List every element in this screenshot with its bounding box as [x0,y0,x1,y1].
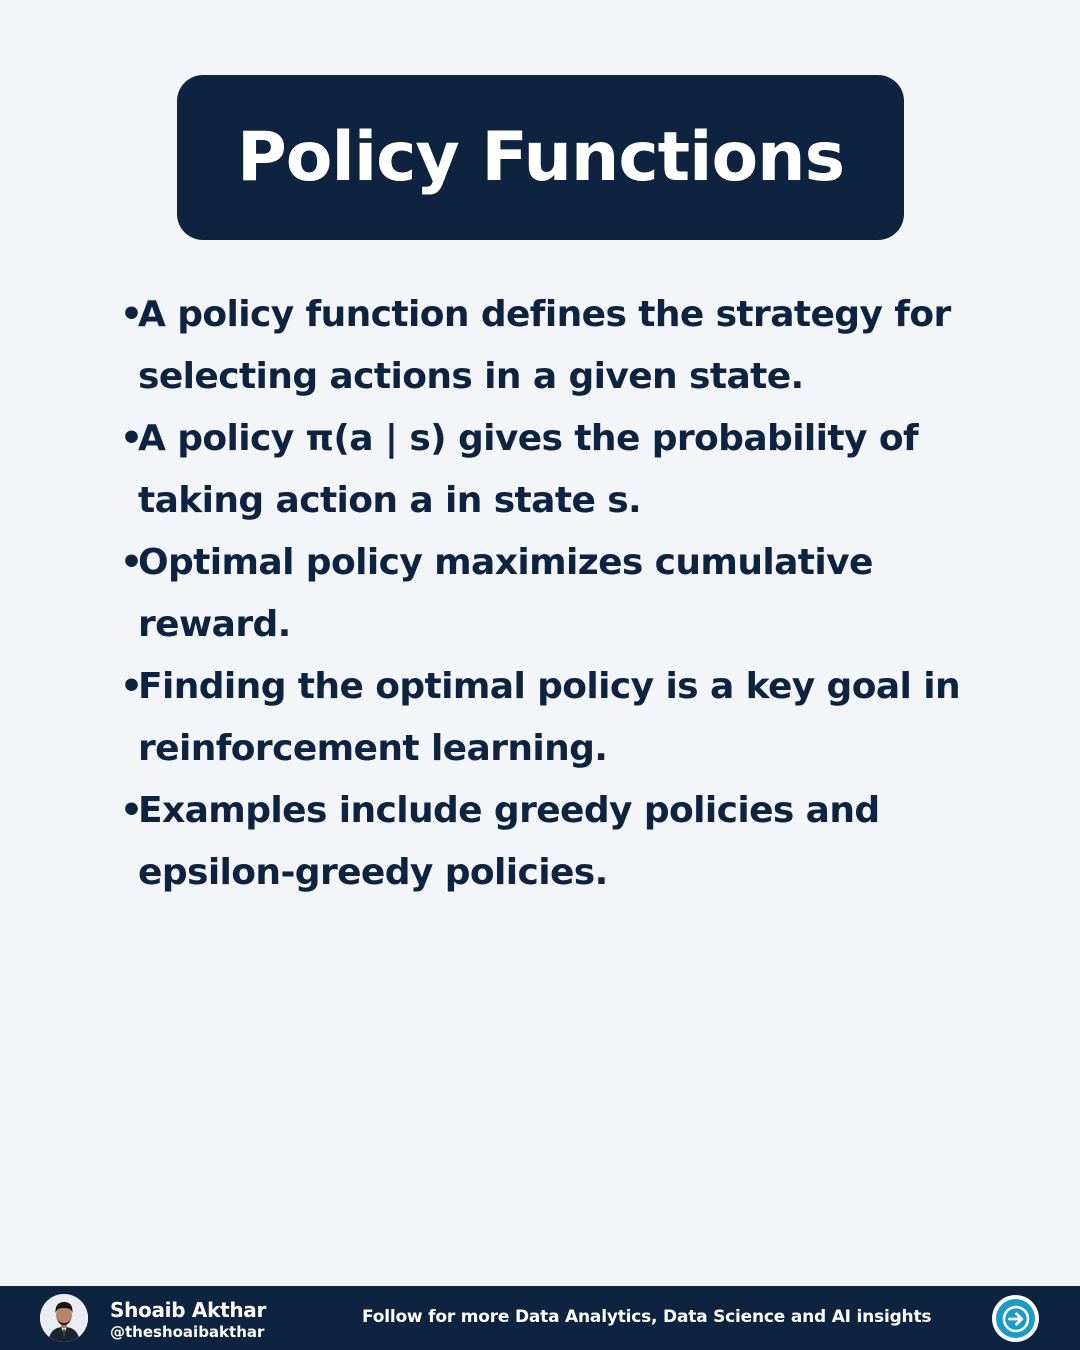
profile-photo-icon [40,1294,88,1342]
list-item [120,656,980,780]
list-item [120,284,980,408]
author-name: Shoaib Akthar [110,1298,267,1322]
arrow-right-circle-icon [1001,1304,1031,1334]
bullet-text: Optimal policy maximizes cumulative reward. [138,542,873,645]
bullet-text: A policy function defines the strategy for selecting actions in a given state. [138,294,951,397]
author-handle[interactable]: @theshoaibakthar [110,1323,265,1341]
bullet-text: Finding the optimal policy is a key goal in reinforcement learning. [138,666,960,769]
list-item [120,532,980,656]
avatar[interactable] [40,1294,88,1342]
bullet-marker: • [120,418,143,459]
page-title: Policy Functions [236,118,845,197]
follow-cta-text: Follow for more Data Analytics, Data Science and AI insights [362,1307,932,1327]
footer-bar [0,1286,1080,1350]
list-item [120,408,980,532]
bullet-marker: • [120,790,143,831]
bullet-list [120,284,980,904]
list-item [120,780,980,904]
bullet-text: Examples include greedy policies and epsilon-greedy policies. [138,790,880,893]
next-button-inner [996,1299,1035,1338]
bullet-text: A policy π(a | s) gives the probability of taking action a in state s. [138,418,919,521]
next-button[interactable] [992,1295,1039,1342]
bullet-marker: • [120,666,143,707]
bullet-marker: • [120,542,143,583]
bullet-marker: • [120,294,143,335]
title-banner [177,75,904,240]
